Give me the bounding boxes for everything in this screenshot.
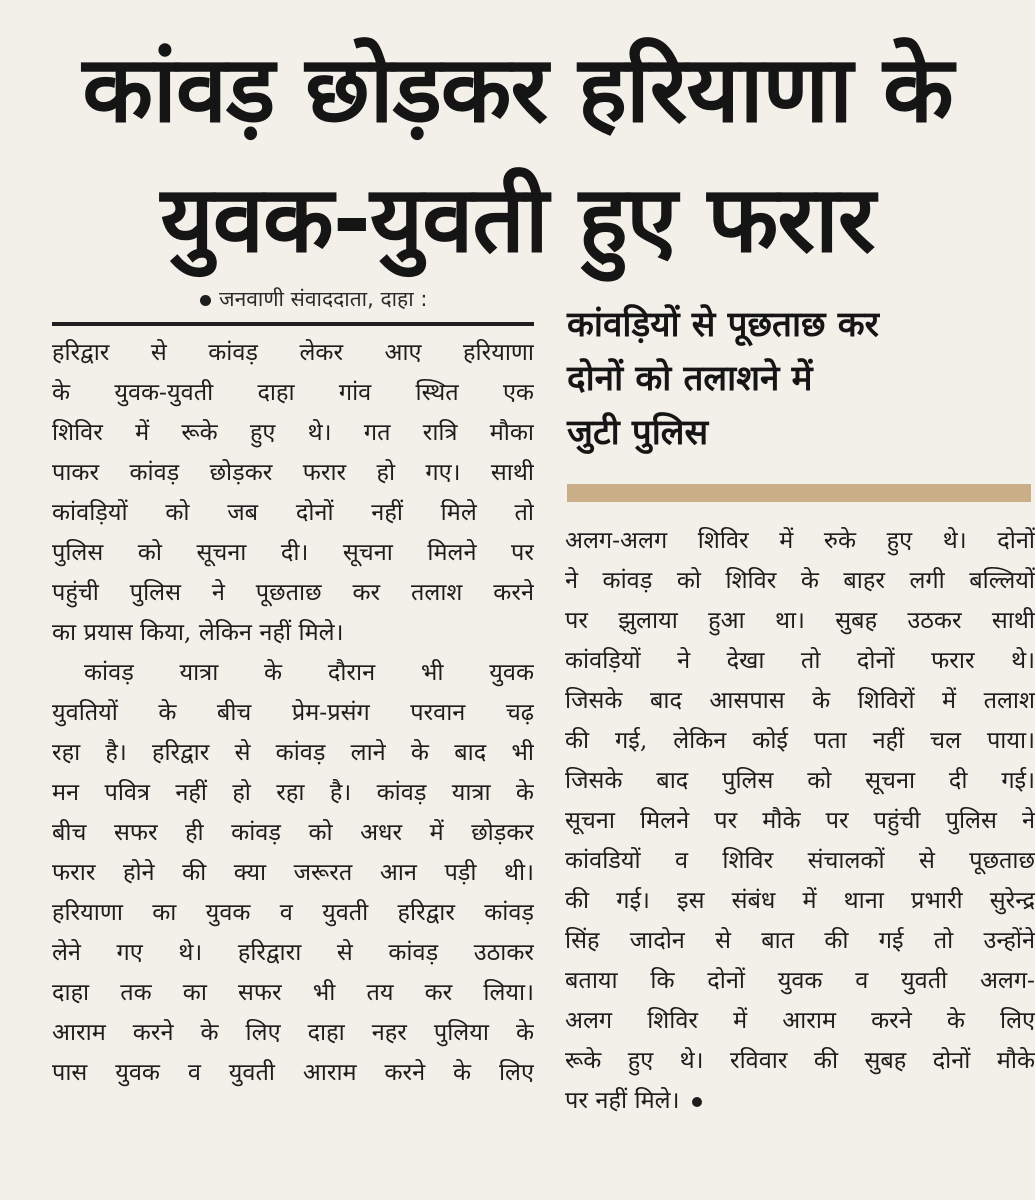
byline [200, 285, 427, 313]
right-line-4: कांवड़ियों ने देखा तो दोनों फरार थे। [565, 646, 1035, 674]
end-mark-icon [692, 1097, 702, 1107]
subheading [567, 298, 1035, 460]
right-line-7: जिसके बाद पुलिस को सूचना दी गई। [565, 766, 1035, 794]
left-line-6: पुलिस को सूचना दी। सूचना मिलने पर [52, 538, 534, 566]
left-line-2: के युवक-युवती दाहा गांव स्थित एक [52, 378, 534, 406]
right-line-12: बताया कि दोनों युवक व युवती अलग- [565, 966, 1035, 994]
right-line-8: सूचना मिलने पर मौके पर पहुंची पुलिस ने [565, 806, 1035, 834]
left-line-5: कांवड़ियों को जब दोनों नहीं मिले तो [52, 498, 534, 526]
right-line-14: रूके हुए थे। रविवार की सुबह दोनों मौके [565, 1046, 1035, 1074]
left-line-10: युवतियों के बीच प्रेम-प्रसंग परवान चढ़ [52, 698, 534, 726]
subheading-line-2: दोनों को तलाशने में [567, 359, 813, 399]
right-line-6: की गई, लेकिन कोई पता नहीं चल पाया। [565, 726, 1035, 754]
left-line-11: रहा है। हरिद्वार से कांवड़ लाने के बाद भी [52, 738, 534, 766]
left-line-4: पाकर कांवड़ छोड़कर फरार हो गए। साथी [52, 458, 534, 486]
left-line-1: हरिद्वार से कांवड़ लेकर आए हरियाणा [52, 338, 534, 366]
right-line-5: जिसके बाद आसपास के शिविरों में तलाश [565, 686, 1035, 714]
headline-line-1: कांवड़ छोड़कर हरियाणा के [82, 36, 953, 143]
left-line-7: पहुंची पुलिस ने पूछताछ कर तलाश करने [52, 578, 534, 606]
bullet-icon [200, 295, 211, 306]
left-line-3: शिविर में रूके हुए थे। गत रात्रि मौका [52, 418, 534, 446]
decorative-bar [567, 484, 1031, 502]
left-line-9: कांवड़ यात्रा के दौरान भी युवक [84, 658, 534, 686]
right-line-11: सिंह जादोन से बात की गई तो उन्होंने [565, 926, 1035, 954]
left-line-16: लेने गए थे। हरिद्वारा से कांवड़ उठाकर [52, 938, 534, 966]
left-line-12: मन पवित्र नहीं हो रहा है। कांवड़ यात्रा के [52, 778, 534, 806]
left-line-19: पास युवक व युवती आराम करने के लिए [52, 1058, 534, 1086]
right-line-9: कांवडियों व शिविर संचालकों से पूछताछ [565, 846, 1035, 874]
right-column [565, 520, 1035, 1120]
left-line-17: दाहा तक का सफर भी तय कर लिया। [52, 978, 534, 1006]
left-column [52, 332, 534, 1092]
left-line-13: बीच सफर ही कांवड़ को अधर में छोड़कर [52, 818, 534, 846]
right-line-3: पर झुलाया हुआ था। सुबह उठकर साथी [565, 606, 1035, 634]
right-line-13: अलग शिविर में आराम करने के लिए [565, 1006, 1035, 1034]
column-rule [52, 322, 534, 326]
right-line-2: ने कांवड़ को शिविर के बाहर लगी बल्लियों [565, 566, 1035, 594]
right-line-1: अलग-अलग शिविर में रुके हुए थे। दोनों [565, 526, 1035, 554]
right-line-15 [565, 1080, 1035, 1120]
subheading-line-1: कांवड़ियों से पूछताछ कर [567, 305, 879, 345]
headline-line-2: युवक-युवती हुए फरार [160, 166, 875, 273]
left-line-8: का प्रयास किया, लेकिन नहीं मिले। [52, 618, 344, 646]
right-line-15-text: पर नहीं मिले। [565, 1086, 680, 1114]
left-line-18: आराम करने के लिए दाहा नहर पुलिया के [52, 1018, 534, 1046]
right-line-10: की गई। इस संबंध में थाना प्रभारी सुरेन्द्र [565, 886, 1035, 914]
subheading-line-3: जुटी पुलिस [567, 413, 709, 453]
left-line-14: फरार होने की क्या जरूरत आन पड़ी थी। [52, 858, 534, 886]
byline-text: जनवाणी संवाददाता, दाहा : [219, 287, 428, 311]
left-line-15: हरियाणा का युवक व युवती हरिद्वार कांवड़ [52, 898, 534, 926]
